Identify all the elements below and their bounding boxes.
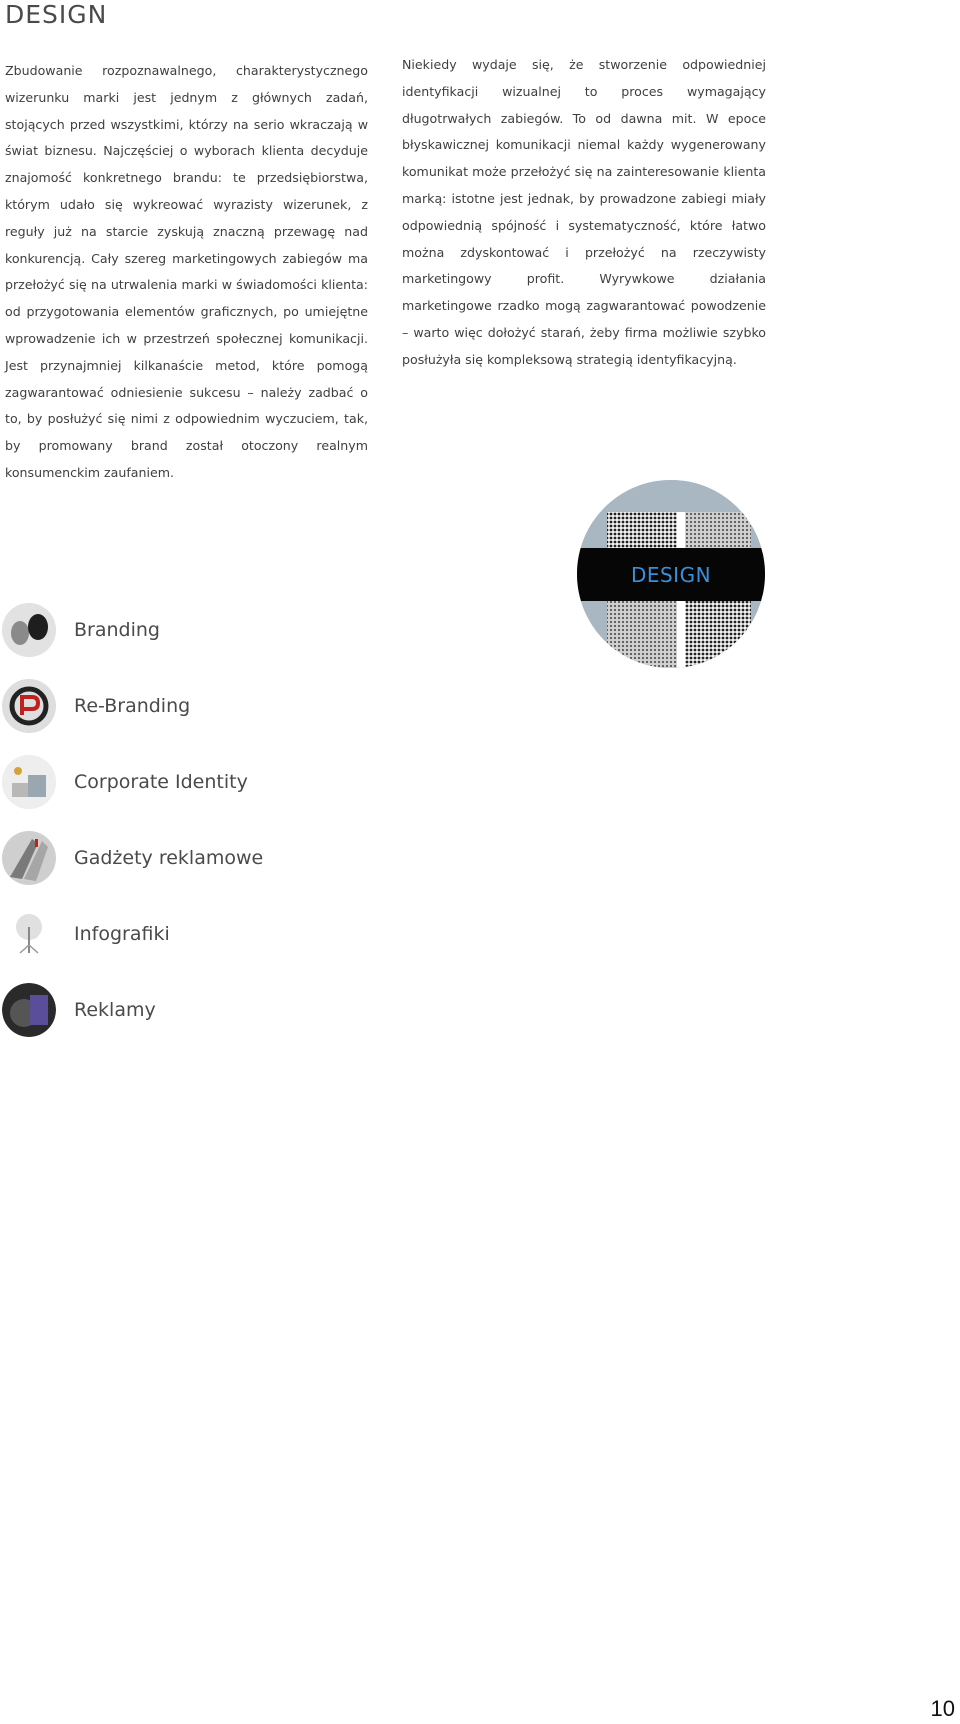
badge-label: DESIGN	[630, 562, 712, 587]
service-item-rebranding[interactable]	[2, 676, 190, 736]
service-label: Branding	[74, 619, 160, 641]
service-label: Re-Branding	[74, 695, 191, 717]
service-label: Infografiki	[74, 923, 170, 945]
intro-paragraph-right: Niekiedy wydaje się, że stworzenie odpowiedniej identyfikacji wizualnej to proces wymagający długotrwałych zabiegów. To od dawna mit. W epoce błyskawicznej komunikacji niemal każdy wygenerowany komunikat może przełożyć się na zainteresowanie klienta marką: istotne jest jednak, by prowadzone zabiegi miały odpowiednią spójność i systematyczność, które łatwo można zdyskontować i przełożyć na rzeczywisty marketingowy profit. Wyrywkowe działania marketingowe rzadko mogą zagwarantować powodzenie – warto więc dołożyć starań, żeby firma możliwie szybko posłużyła się kompleksową strategią identyfikacyjną.	[402, 57, 766, 367]
infographics-tree-icon	[2, 907, 56, 961]
badge-band	[577, 548, 765, 601]
gadgets-icon	[2, 831, 56, 885]
service-label: Gadżety reklamowe	[74, 847, 264, 869]
corporate-identity-icon	[2, 755, 56, 809]
service-item-ads[interactable]	[2, 980, 156, 1040]
rebranding-icon	[2, 679, 56, 733]
branding-icon	[2, 603, 56, 657]
service-label: Reklamy	[74, 999, 156, 1021]
page-number: 10	[930, 1696, 955, 1721]
ads-icon	[2, 983, 56, 1037]
service-item-infographics[interactable]	[2, 904, 170, 964]
page-title: DESIGN	[5, 0, 108, 29]
service-item-branding[interactable]	[2, 600, 160, 660]
intro-paragraph-left: Zbudowanie rozpoznawalnego, charakterystycznego wizerunku marki jest jednym z głównych zadań, stojących przed wszystkimi, którzy na serio wkraczają w świat biznesu. Najczęściej o wyborach klienta decyduje znajomość konkretnego brandu: te przedsiębiorstwa, którym udało się wykreować wyrazisty wizerunek, z reguły już na starcie zyskują znaczną przewagę nad konkurencją. Cały szereg marketingowych zabiegów ma przełożyć się na utrwalenia marki w świadomości klienta: od przygotowania elementów graficznych, po umiejętne wprowadzenie ich w przestrzeń społecznej komunikacji. Jest przynajmniej kilkanaście metod, które pomogą zagwarantować odniesienie sukcesu – należy zadbać o to, by posłużyć się nimi z odpowiednim wyczuciem, tak, by promowany brand został otoczony realnym konsumenckim zaufaniem.	[5, 63, 368, 480]
design-badge-image	[577, 480, 765, 668]
service-item-gadgets[interactable]	[2, 828, 263, 888]
service-item-corporate-identity[interactable]	[2, 752, 248, 812]
service-label: Corporate Identity	[74, 771, 248, 793]
